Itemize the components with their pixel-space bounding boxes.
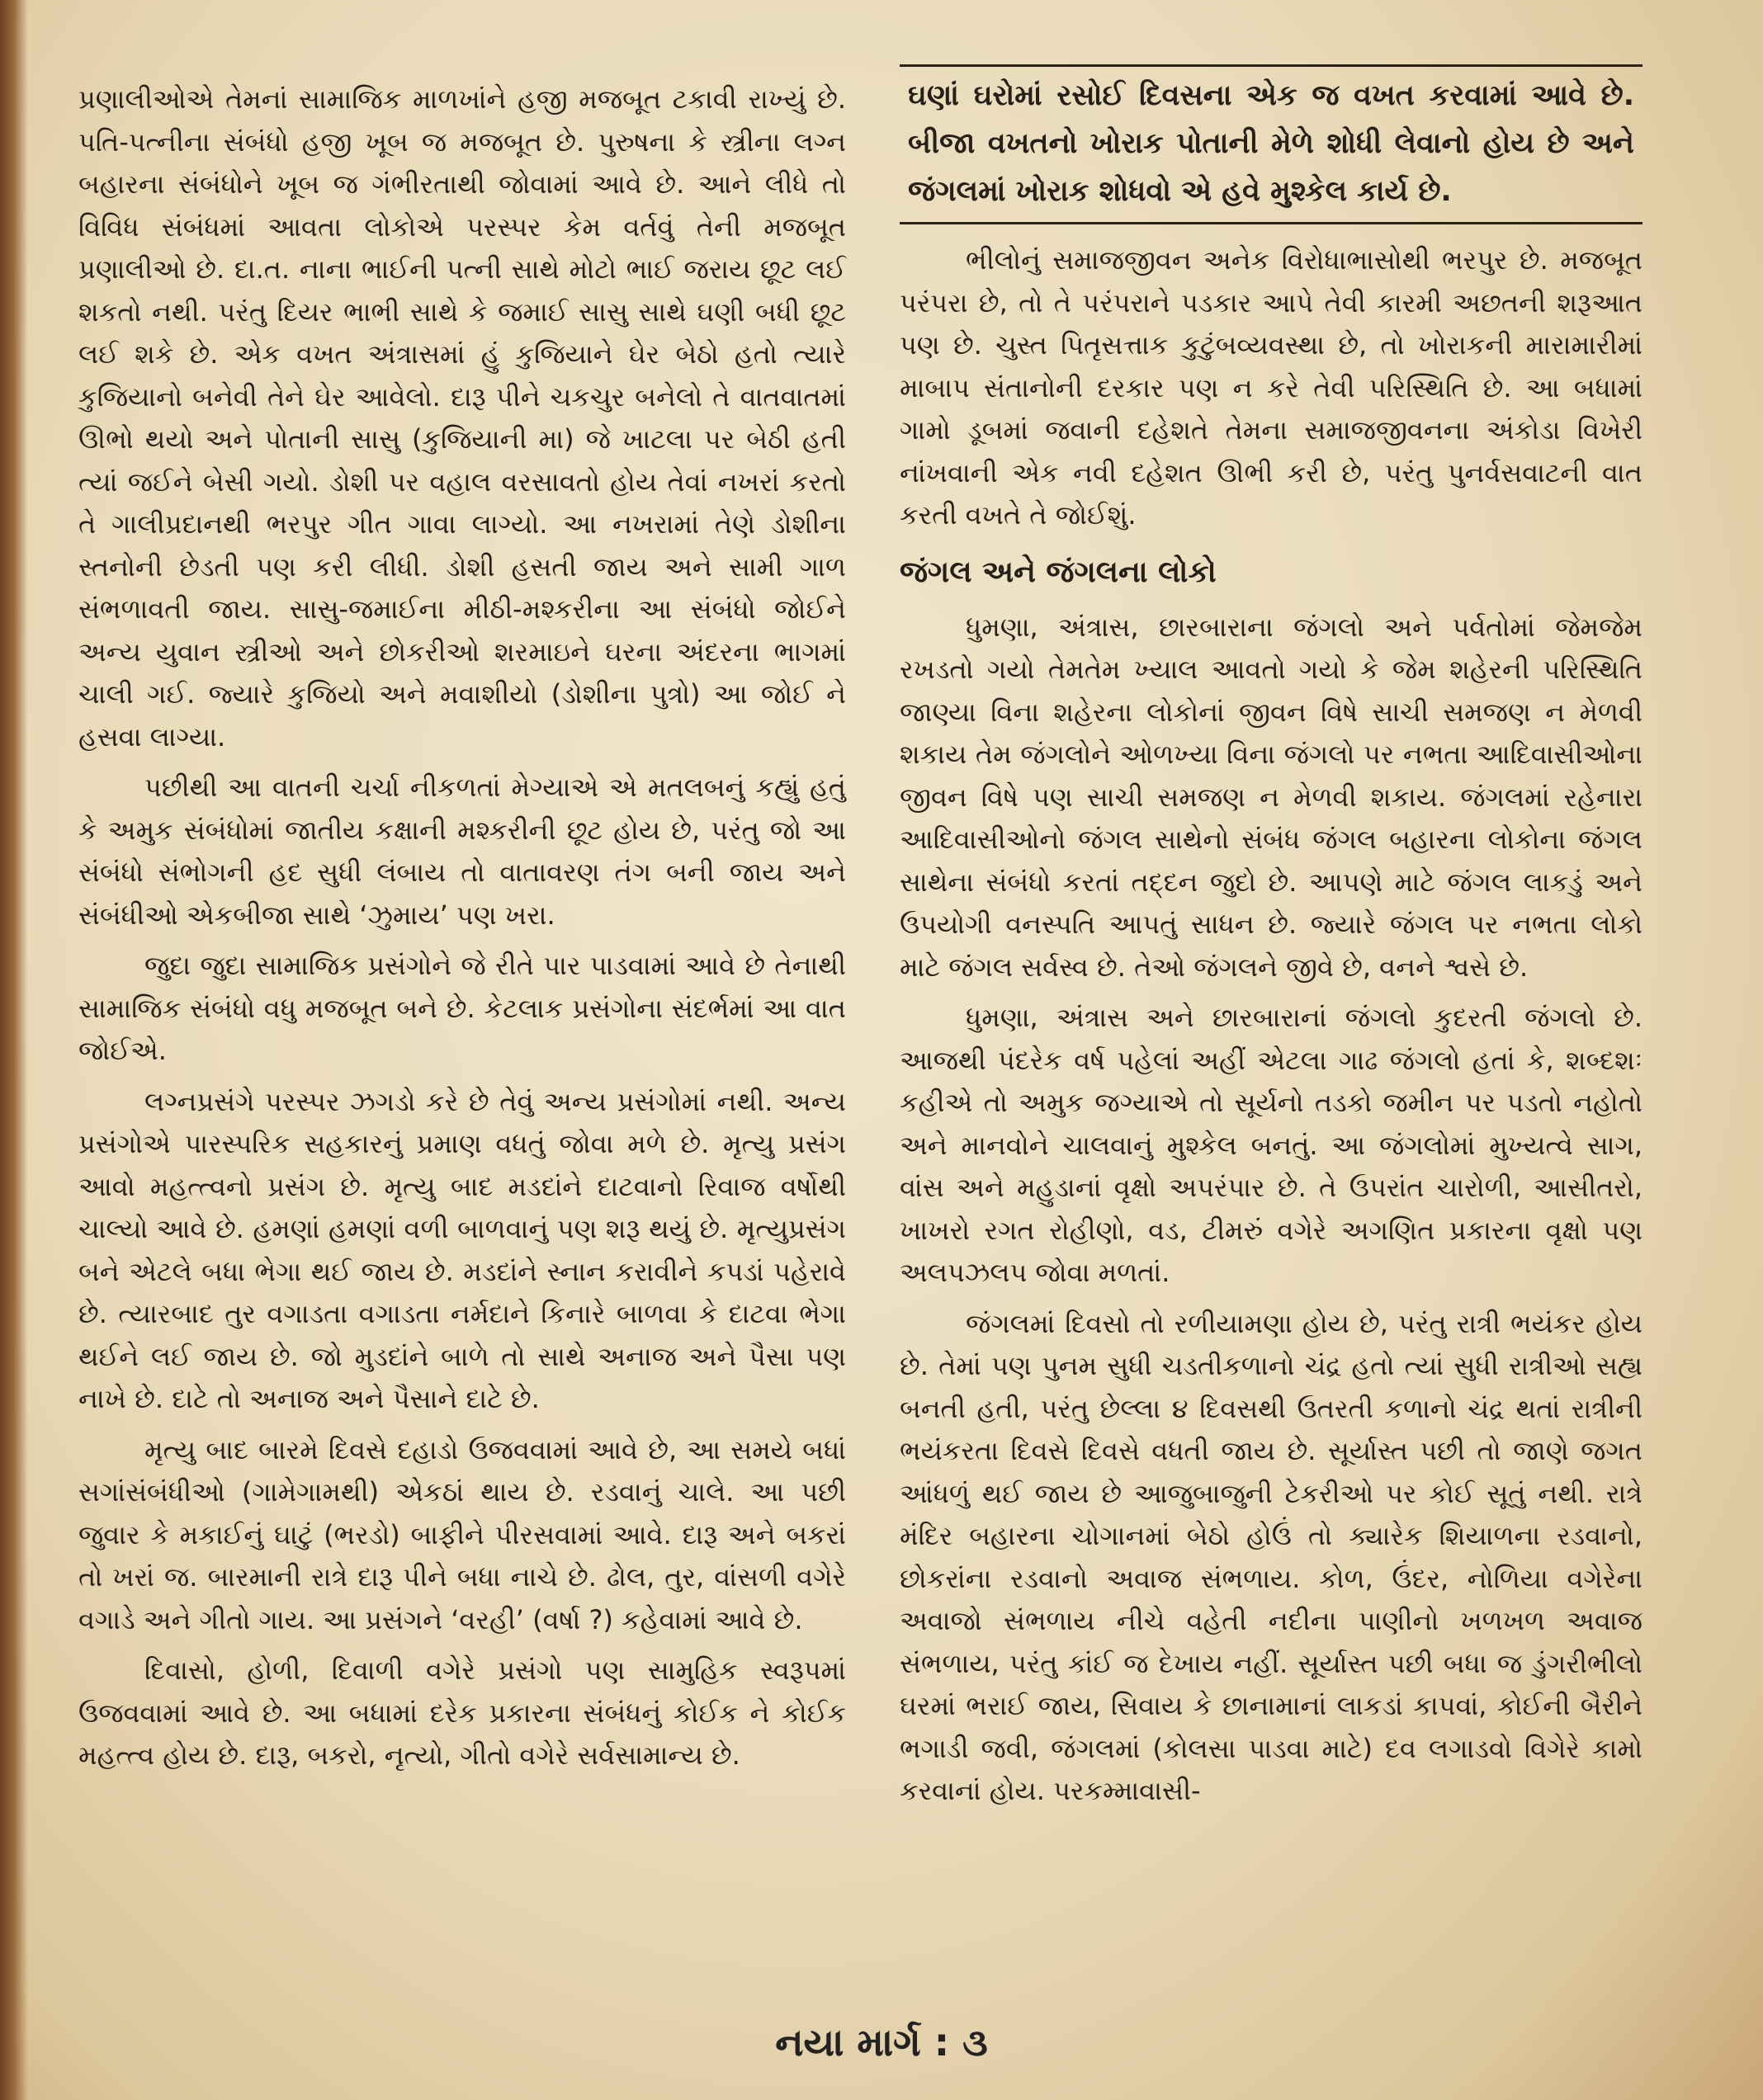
paragraph: લગ્નપ્રસંગે પરસ્પર ઝગડો કરે છે તેવું અન્ય પ્રસંગોમાં નથી. અન્ય પ્રસંગોએ પારસ્પરિક સહકારનું પ્રમાણ વધતું જોવા મળે છે. મૃત્યુ પ્રસંગ આવો મહત્ત્વનો પ્રસંગ છે. મૃત્યુ બાદ મડદાંને દાટવાનો રિવાજ વર્ષોથી ચાલ્યો આવે છે. હમણાં હમણાં વળી બાળવાનું પણ શરૂ થયું છે. મૃત્યુપ્રસંગ બને એટલે બધા ભેગા થઈ જાય છે. મડદાંને સ્નાન કરાવીને કપડાં પહેરાવે છે. ત્યારબાદ તુર વગાડતા વગાડતા નર્મદાને કિનારે બાળવા કે દાટવા ભેગા થઈને લઈ જાય છે. જો મુડદાંને બાળે તો સાથે અનાજ અને પૈસા પણ નાખે છે. દાટે તો અનાજ અને પૈસાને દાટે છે.	[78, 1085, 846, 1414]
intro-paragraph: ભીલોનું સમાજજીવન અનેક વિરોધાભાસોથી ભરપુર છે. મજબૂત પરંપરા છે, તો તે પરંપરાને પડકાર આપે તેવી કારમી અછતની શરૂઆત પણ છે. ચુસ્ત પિતૃસત્તાક કુટુંબવ્યવસ્થા છે, તો ખોરાકની મારામારીમાં માબાપ સંતાનોની દરકાર પણ ન કરે તેવી પરિસ્થિતિ છે. આ બધામાં ગામો ડૂબમાં જવાની દહેશતે તેમના સમાજજીવનના અંકોડા વિખેરી નાંખવાની એક નવી દહેશત ઊભી કરી છે, પરંતુ પુનર્વસવાટની વાત કરતી વખતે તે જોઈશું.	[900, 244, 1642, 531]
section-heading: જંગલ અને જંગલના લોકો	[900, 554, 1217, 589]
paragraph: જુદા જુદા સામાજિક પ્રસંગોને જે રીતે પાર પાડવામાં આવે છે તેનાથી સામાજિક સંબંધો વધુ મજબૂત બને છે. કેટલાક પ્રસંગોના સંદર્ભમાં આ વાત જોઈએ.	[78, 950, 846, 1066]
paragraph: ધુમણા, અંત્રાસ, છારબારાના જંગલો અને પર્વતોમાં જેમજેમ રખડતો ગયો તેમતેમ ખ્યાલ આવતો ગયો કે જેમ શહેરની પરિસ્થિતિ જાણ્યા વિના શહેરના લોકોનાં જીવન વિષે સાચી સમજણ ન મેળવી શકાય તેમ જંગલોને ઓળખ્યા વિના જંગલો પર નભતા આદિવાસીઓના જીવન વિષે પણ સાચી સમજણ ન મેળવી શકાય. જંગલમાં રહેનારા આદિવાસીઓનો જંગલ સાથેનો સંબંધ જંગલ બહારના લોકોના જંગલ સાથેના સંબંધો કરતાં તદ્દન જુદો છે. આપણે માટે જંગલ લાકડું અને ઉપયોગી વનસ્પતિ આપતું સાધન છે. જ્યારે જંગલ પર નભતા લોકો માટે જંગલ સર્વસ્વ છે. તેઓ જંગલને જીવે છે, વનને શ્વસે છે.	[900, 611, 1642, 983]
paragraph: મૃત્યુ બાદ બારમે દિવસે દહાડો ઉજવવામાં આવે છે, આ સમયે બધાં સગાંસંબંધીઓ (ગામેગામથી) એકઠાં થાય છે. રડવાનું ચાલે. આ પછી જુવાર કે મકાઈનું ઘાટું (ભરડો) બાફીને પીરસવામાં આવે. દારૂ અને બકરાં તો ખરાં જ. બારમાની રાત્રે દારૂ પીને બધા નાચે છે. ઢોલ, તુર, વાંસળી વગેરે વગાડે અને ગીતો ગાય. આ પ્રસંગને ‘વરહી’ (વર્ષા ?) કહેવામાં આવે છે.	[78, 1433, 846, 1635]
paragraph: પછીથી આ વાતની ચર્ચા નીકળતાં મેગ્યાએ એ મતલબનું કહ્યું હતું કે અમુક સંબંધોમાં જાતીય કક્ષાની મશ્કરીની છૂટ હોય છે, પરંતુ જો આ સંબંધો સંભોગની હદ સુધી લંબાય તો વાતાવરણ તંગ બની જાય અને સંબંધીઓ એકબીજા સાથે ‘ઝુમાય’ પણ ખરા.	[78, 772, 846, 931]
paragraph: ધુમણા, અંત્રાસ અને છારબારાનાં જંગલો કુદરતી જંગલો છે. આજથી પંદરેક વર્ષ પહેલાં અહીં એટલા ગાઢ જંગલો હતાં કે, શબ્દશઃ કહીએ તો અમુક જગ્યાએ તો સૂર્યનો તડકો જમીન પર પડતો નહોતો અને માનવોને ચાલવાનું મુશ્કેલ બનતું. આ જંગલોમાં મુખ્યત્વે સાગ, વાંસ અને મહુડાનાં વૃક્ષો અપરંપાર છે. તે ઉપરાંત ચારોળી, આસીતરો, ખાખરો રગત રોહીણો, વડ, ટીમરું વગેરે અગણિત પ્રકારના વૃક્ષો પણ અલપઝલપ જોવા મળતાં.	[900, 1002, 1642, 1288]
right-column	[900, 79, 1642, 1821]
torn-edge	[0, 0, 28, 2100]
page-footer: નયા માર્ગ : ૩	[775, 2020, 988, 2065]
left-column	[78, 78, 846, 1786]
paragraph: જંગલમાં દિવસો તો રળીયામણા હોય છે, પરંતુ રાત્રી ભયંકર હોય છે. તેમાં પણ પુનમ સુધી ચડતીકળાનો ચંદ્ર હતો ત્યાં સુધી રાત્રીઓ સહ્ય બનતી હતી, પરંતુ છેલ્લા ૪ દિવસથી ઉતરતી કળાનો ચંદ્ર થતાં રાત્રીની ભયંકરતા દિવસે દિવસે વધતી જાય છે. સૂર્યાસ્ત પછી તો જાણે જગત આંધળું થઈ જાય છે આજુબાજુની ટેકરીઓ પર કોઈ સૂતું નથી. રાત્રે મંદિર બહારના ચોગાનમાં બેઠો હોઉં તો ક્યારેક શિયાળના રડવાનો, છોકરાંના રડવાનો અવાજ સંભળાય. કોળ, ઉંદર, નોળિયા વગેરેના અવાજો સંભળાય નીચે વહેતી નદીના પાણીનો ખળખળ અવાજ સંભળાય, પરંતુ કાંઈ જ દેખાય નહીં. સૂર્યાસ્ત પછી બધા જ ડુંગરીભીલો ઘરમાં ભરાઈ જાય, સિવાય કે છાનામાનાં લાકડાં કાપવાં, કોઈની બૈરીને ભગાડી જવી, જંગલમાં (કોલસા પાડવા માટે) દવ લગાડવો વિગેરે કામો કરવાનાં હોય. પરકમ્માવાસી-	[900, 1307, 1642, 1806]
paragraph: દિવાસો, હોળી, દિવાળી વગેરે પ્રસંગો પણ સામુહિક સ્વરૂપમાં ઉજવવામાં આવે છે. આ બધામાં દરેક પ્રકારના સંબંધનું કોઈક ને કોઈક મહત્ત્વ હોય છે. દારૂ, બકરો, નૃત્યો, ગીતો વગેરે સર્વસામાન્ય છે.	[78, 1654, 846, 1771]
paragraph: પ્રણાલીઓએ તેમનાં સામાજિક માળખાંને હજી મજબૂત ટકાવી રાખ્યું છે. પતિ-પત્નીના સંબંધો હજી ખૂબ જ મજબૂત છે. પુરુષના કે સ્ત્રીના લગ્ન બહારના સંબંધોને ખૂબ જ ગંભીરતાથી જોવામાં આવે છે. આને લીધે તો વિવિધ સંબંધમાં આવતા લોકોએ પરસ્પર કેમ વર્તવું તેની મજબૂત પ્રણાલીઓ છે. દા.ત. નાના ભાઈની પત્ની સાથે મોટો ભાઈ જરાય છૂટ લઈ શકતો નથી. પરંતુ દિયર ભાભી સાથે કે જમાઈ સાસુ સાથે ઘણી બધી છૂટ લઈ શકે છે. એક વખત અંત્રાસમાં હું કુજિયાને ઘેર બેઠો હતો ત્યારે કુજિયાનો બનેવી તેને ઘેર આવેલો. દારૂ પીને ચકચુર બનેલો તે વાતવાતમાં ઊભો થયો અને પોતાની સાસુ (કુજિયાની મા) જે ખાટલા પર બેઠી હતી ત્યાં જઈને બેસી ગયો. ડોશી પર વહાલ વરસાવતો હોય તેવાં નખરાં કરતો તે ગાલીપ્રદાનથી ભરપુર ગીત ગાવા લાગ્યો. આ નખરામાં તેણે ડોશીના સ્તનોની છેડતી પણ કરી લીધી. ડોશી હસતી જાય અને સામી ગાળ સંભળાવતી જાય. સાસુ-જમાઈના મીઠી-મશ્કરીના આ સંબંધો જોઈને અન્ય યુવાન સ્ત્રીઓ અને છોકરીઓ શરમાઇને ઘરના અંદરના ભાગમાં ચાલી ગઈ. જ્યારે કુજિયો અને મવાશીયો (ડોશીના પુત્રો) આ જોઈ ને હસવા લાગ્યા.	[78, 83, 846, 753]
boxed-note: ઘણાં ઘરોમાં રસોઈ દિવસના એક જ વખત કરવામાં આવે છે. બીજા વખતનો ખોરાક પોતાની મેળે શોધી લેવાનો હોય છે અને જંગલમાં ખોરાક શોધવો એ હવે મુશ્કેલ કાર્ય છે.	[900, 64, 1642, 224]
